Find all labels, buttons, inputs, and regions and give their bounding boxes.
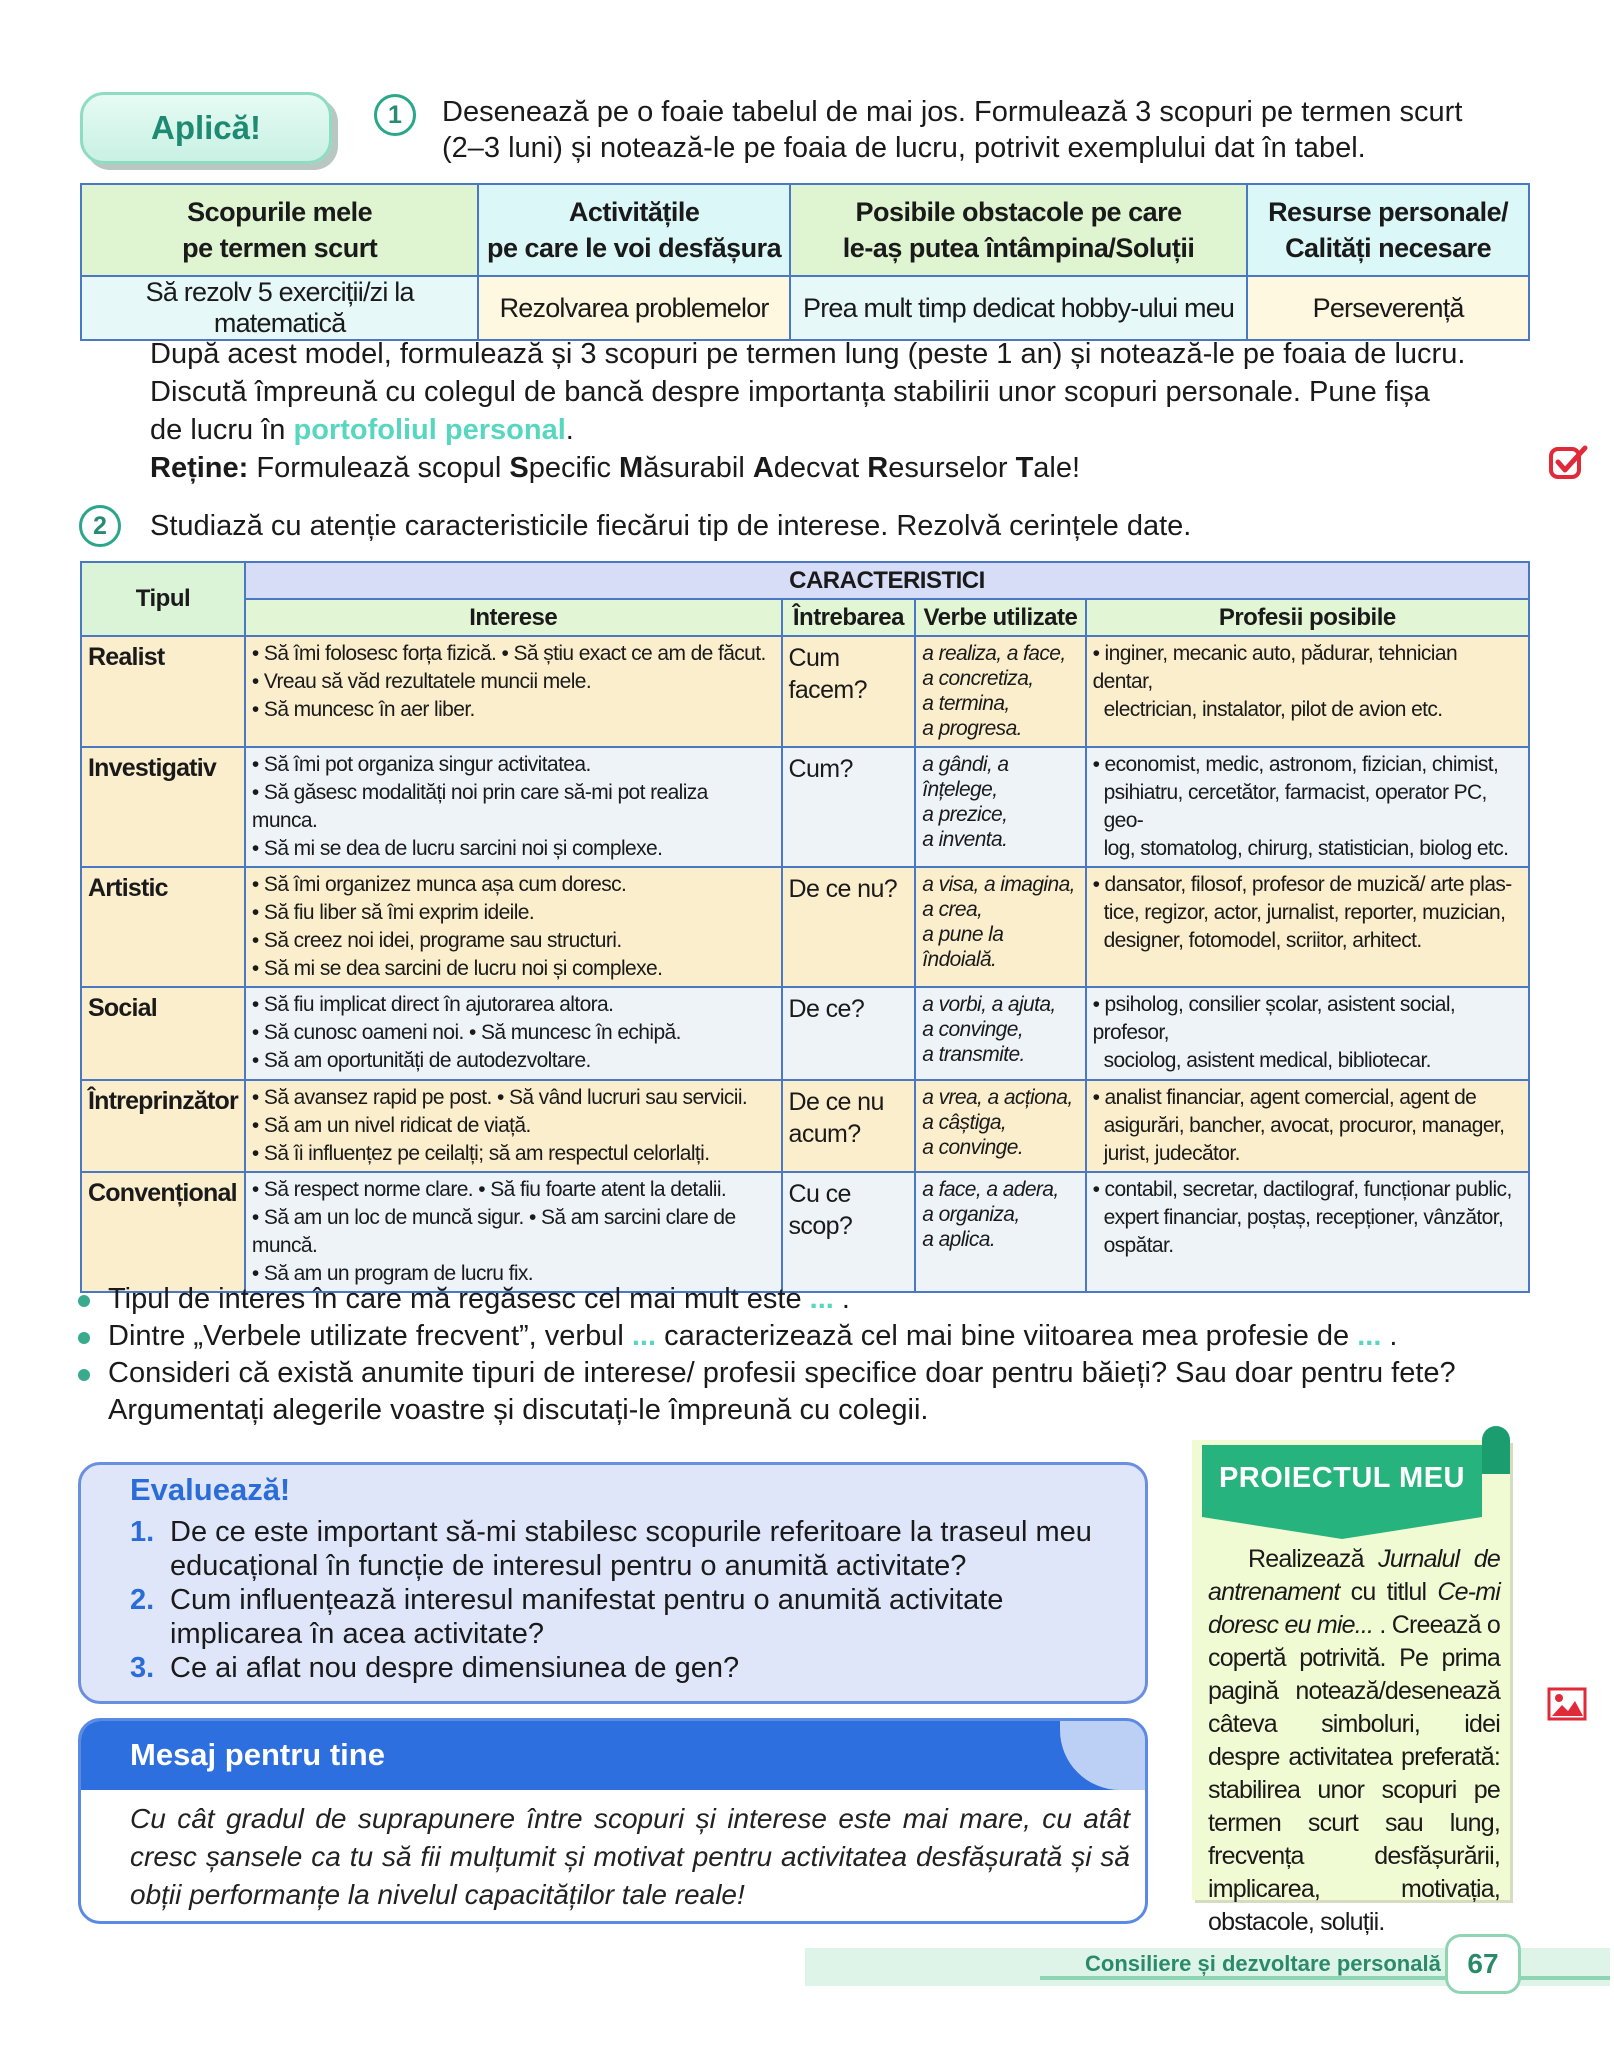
question-cell: De ce nu? — [782, 867, 916, 987]
intrebarea-header: Întrebarea — [782, 599, 916, 636]
goals-header-4: Resurse personale/ Calități necesare — [1247, 184, 1529, 276]
type-name: Convențional — [81, 1172, 245, 1292]
interests-cell: • Să respect norme clare. • Să fiu foarte atent la detalii. • Să am un loc de muncă sigur. • Să am sarcini clare de muncă. • Să am un program de lucru fix. — [245, 1172, 782, 1292]
professions-cell: • contabil, secretar, dactilograf, funcționar public, expert financiar, poștaș, recepționer, vânzător, ospătar. — [1086, 1172, 1529, 1292]
type-name: Artistic — [81, 867, 245, 987]
evaluation-title: Evaluează! — [130, 1472, 291, 1507]
table-row — [81, 636, 1529, 747]
professions-cell: • dansator, filosof, profesor de muzică/ arte plas- tice, regizor, actor, jurnalist, reporter, muzician, designer, fotomodel, scriitor, arhitect. — [1086, 867, 1529, 987]
verbs-cell: a realiza, a face, a concretiza, a termina, a progresa. — [915, 636, 1085, 747]
verbs-cell: a face, a adera, a organiza, a aplica. — [915, 1172, 1085, 1292]
bullet-item: Consideri că există anumite tipuri de interese/ profesii specifice doar pentru băieți? Sau doar pentru fete? Argumentați alegerile voastre și discutați-le împreună cu colegii. — [78, 1355, 1538, 1429]
table-row — [81, 1080, 1529, 1172]
image-icon — [1547, 1687, 1587, 1721]
message-text: Cu cât gradul de suprapunere între scopuri și interese este mai mare, cu atât cresc șansele ca tu să fii mulțumit și motivat pentru activitatea desfășurată și să obții performanțe la nivelul capacităților tale reale! — [130, 1803, 1130, 1910]
page-number: 67 — [1445, 1934, 1521, 1994]
project-banner-tip — [1202, 1517, 1482, 1539]
interests-table — [80, 561, 1530, 1293]
type-name: Realist — [81, 636, 245, 747]
verbs-cell: a vorbi, a ajuta, a convinge, a transmite. — [915, 987, 1085, 1080]
portfolio-link: portofoliul personal — [293, 414, 566, 446]
exercise-1-line-1: Desenează pe o foaie tabelul de mai jos. Formulează 3 scopuri pe termen scurt — [442, 96, 1463, 128]
bullet-item: Tipul de interes în care mă regăsesc cel mai mult este ... . — [78, 1281, 1538, 1318]
type-name: Întreprinzător — [81, 1080, 245, 1172]
caracteristici-header: CARACTERISTICI — [245, 562, 1529, 599]
retine-line: Reține: Formulează scopul Specific Măsurabil Adecvat Resurselor Tale! — [150, 452, 1081, 484]
exercise-number-1: 1 — [374, 94, 416, 136]
table-row — [81, 747, 1529, 867]
exercise-1-line-2: (2–3 luni) și notează-le pe foaia de lucru, potrivit exemplului dat în tabel. — [442, 132, 1366, 164]
professions-cell: • inginer, mecanic auto, pădurar, tehnician dentar, electrician, instalator, pilot de avion etc. — [1086, 636, 1529, 747]
question-cell: Cum? — [782, 747, 916, 867]
goals-cell: Să rezolv 5 exerciții/zi la matematică — [81, 276, 478, 340]
goals-cell: Perseverență — [1247, 276, 1529, 340]
project-text: Realizează Jurnalul de antrenament cu titlul Ce-mi doresc eu mie... . Creează o copertă potrivită. Pe prima pagină notează/desenează câteva simboluri, idei despre activitatea preferată: stabilirea unor scopuri pe termen scurt sau lung, frecvența desfășurării, implicarea, motivația, obstacole, soluții. — [1208, 1545, 1500, 1936]
question-cell: De ce nu acum? — [782, 1080, 916, 1172]
message-title: Mesaj pentru tine — [130, 1737, 385, 1772]
goals-table — [80, 183, 1530, 341]
table-row — [81, 987, 1529, 1080]
question-cell: Cu ce scop? — [782, 1172, 916, 1292]
interests-cell: • Să avansez rapid pe post. • Să vând lucruri sau servicii. • Să am un nivel ridicat de viață. • Să îi influențez pe ceilalți; să am respectul celorlalți. — [245, 1080, 782, 1172]
professions-cell: • psiholog, consilier școlar, asistent social, profesor, sociolog, asistent medical, bibliotecar. — [1086, 987, 1529, 1080]
project-banner-roll — [1482, 1426, 1510, 1474]
list-item: 1. De ce este important să-mi stabilesc scopurile referitoare la traseul meu educațional în funcție de interesul pentru o anumită activitate? — [130, 1516, 1092, 1582]
bullet-item: Dintre „Verbele utilizate frecvent”, verbul ... caracterizează cel mai bine viitoarea mea profesie de ... . — [78, 1318, 1538, 1355]
question-cell: De ce? — [782, 987, 916, 1080]
list-item: 3. Ce ai aflat nou despre dimensiunea de gen? — [130, 1652, 740, 1684]
profesii-header: Profesii posibile — [1086, 599, 1529, 636]
footer-subject: Consiliere și dezvoltare personală — [1085, 1951, 1441, 1976]
table-row — [81, 867, 1529, 987]
model-line-1: După acest model, formulează și 3 scopuri pe termen lung (peste 1 an) și notează-le pe foaia de lucru. — [150, 338, 1466, 370]
verbs-cell: a visa, a imagina, a crea, a pune la îndoială. — [915, 867, 1085, 987]
table-row — [81, 1172, 1529, 1292]
project-title: PROIECTUL MEU — [1218, 1462, 1466, 1494]
task-bullets — [78, 1281, 1538, 1429]
goals-header-2: Activitățile pe care le voi desfășura — [478, 184, 790, 276]
list-item: 2. Cum influențează interesul manifestat pentru o anumită activitate implicarea în acea activitate? — [130, 1584, 1004, 1650]
evaluation-questions — [130, 1515, 1130, 1685]
aplica-badge: Aplică! — [80, 92, 332, 164]
type-name: Social — [81, 987, 245, 1080]
verbs-cell: a vrea, a acționa, a câștiga, a convinge. — [915, 1080, 1085, 1172]
exercise-1-instructions — [442, 94, 1542, 166]
interests-cell: • Să îmi folosesc forța fizică. • Să știu exact ce am de făcut. • Vreau să văd rezultatele muncii mele. • Să muncesc în aer liber. — [245, 636, 782, 747]
verbe-header: Verbe utilizate — [915, 599, 1085, 636]
exercise-2-instructions: Studiază cu atenție caracteristicile fiecărui tip de interese. Rezolvă cerințele date. — [150, 510, 1192, 542]
exercise-number-2: 2 — [79, 505, 121, 547]
checkbox-check-icon — [1548, 443, 1588, 483]
goals-cell: Rezolvarea problemelor — [478, 276, 790, 340]
type-name: Investigativ — [81, 747, 245, 867]
professions-cell: • economist, medic, astronom, fizician, chimist, psihiatru, cercetător, farmacist, operator PC, geo- log, stomatolog, chirurg, statistician, biolog etc. — [1086, 747, 1529, 867]
interests-cell: • Să îmi organizez munca așa cum doresc. • Să fiu liber să îmi exprim ideile. • Să creez noi idei, programe sau structuri. • Să mi se dea sarcini de lucru noi și complexe. — [245, 867, 782, 987]
interese-header: Interese — [245, 599, 782, 636]
model-line-3: de lucru în portofoliul personal. — [150, 414, 574, 446]
interests-cell: • Să îmi pot organiza singur activitatea. • Să găsesc modalități noi prin care să-mi pot realiza munca. • Să mi se dea de lucru sarcini noi și complexe. — [245, 747, 782, 867]
goals-cell: Prea mult timp dedicat hobby-ului meu — [790, 276, 1247, 340]
model-line-2: Discută împreună cu colegul de bancă despre importanța stabilirii unor scopuri personale. Pune fișa — [150, 376, 1430, 408]
question-cell: Cum facem? — [782, 636, 916, 747]
model-paragraph — [150, 335, 1540, 487]
interests-cell: • Să fiu implicat direct în ajutorarea altora. • Să cunosc oameni noi. • Să muncesc în echipă. • Să am oportunități de autodezvoltare. — [245, 987, 782, 1080]
professions-cell: • analist financiar, agent comercial, agent de asigurări, bancher, avocat, procuror, manager, jurist, judecător. — [1086, 1080, 1529, 1172]
verbs-cell: a gândi, a înțelege, a prezice, a inventa. — [915, 747, 1085, 867]
goals-header-1: Scopurile mele pe termen scurt — [81, 184, 478, 276]
goals-header-3: Posibile obstacole pe care le-aș putea întâmpina/Soluții — [790, 184, 1247, 276]
tipul-header: Tipul — [81, 562, 245, 636]
